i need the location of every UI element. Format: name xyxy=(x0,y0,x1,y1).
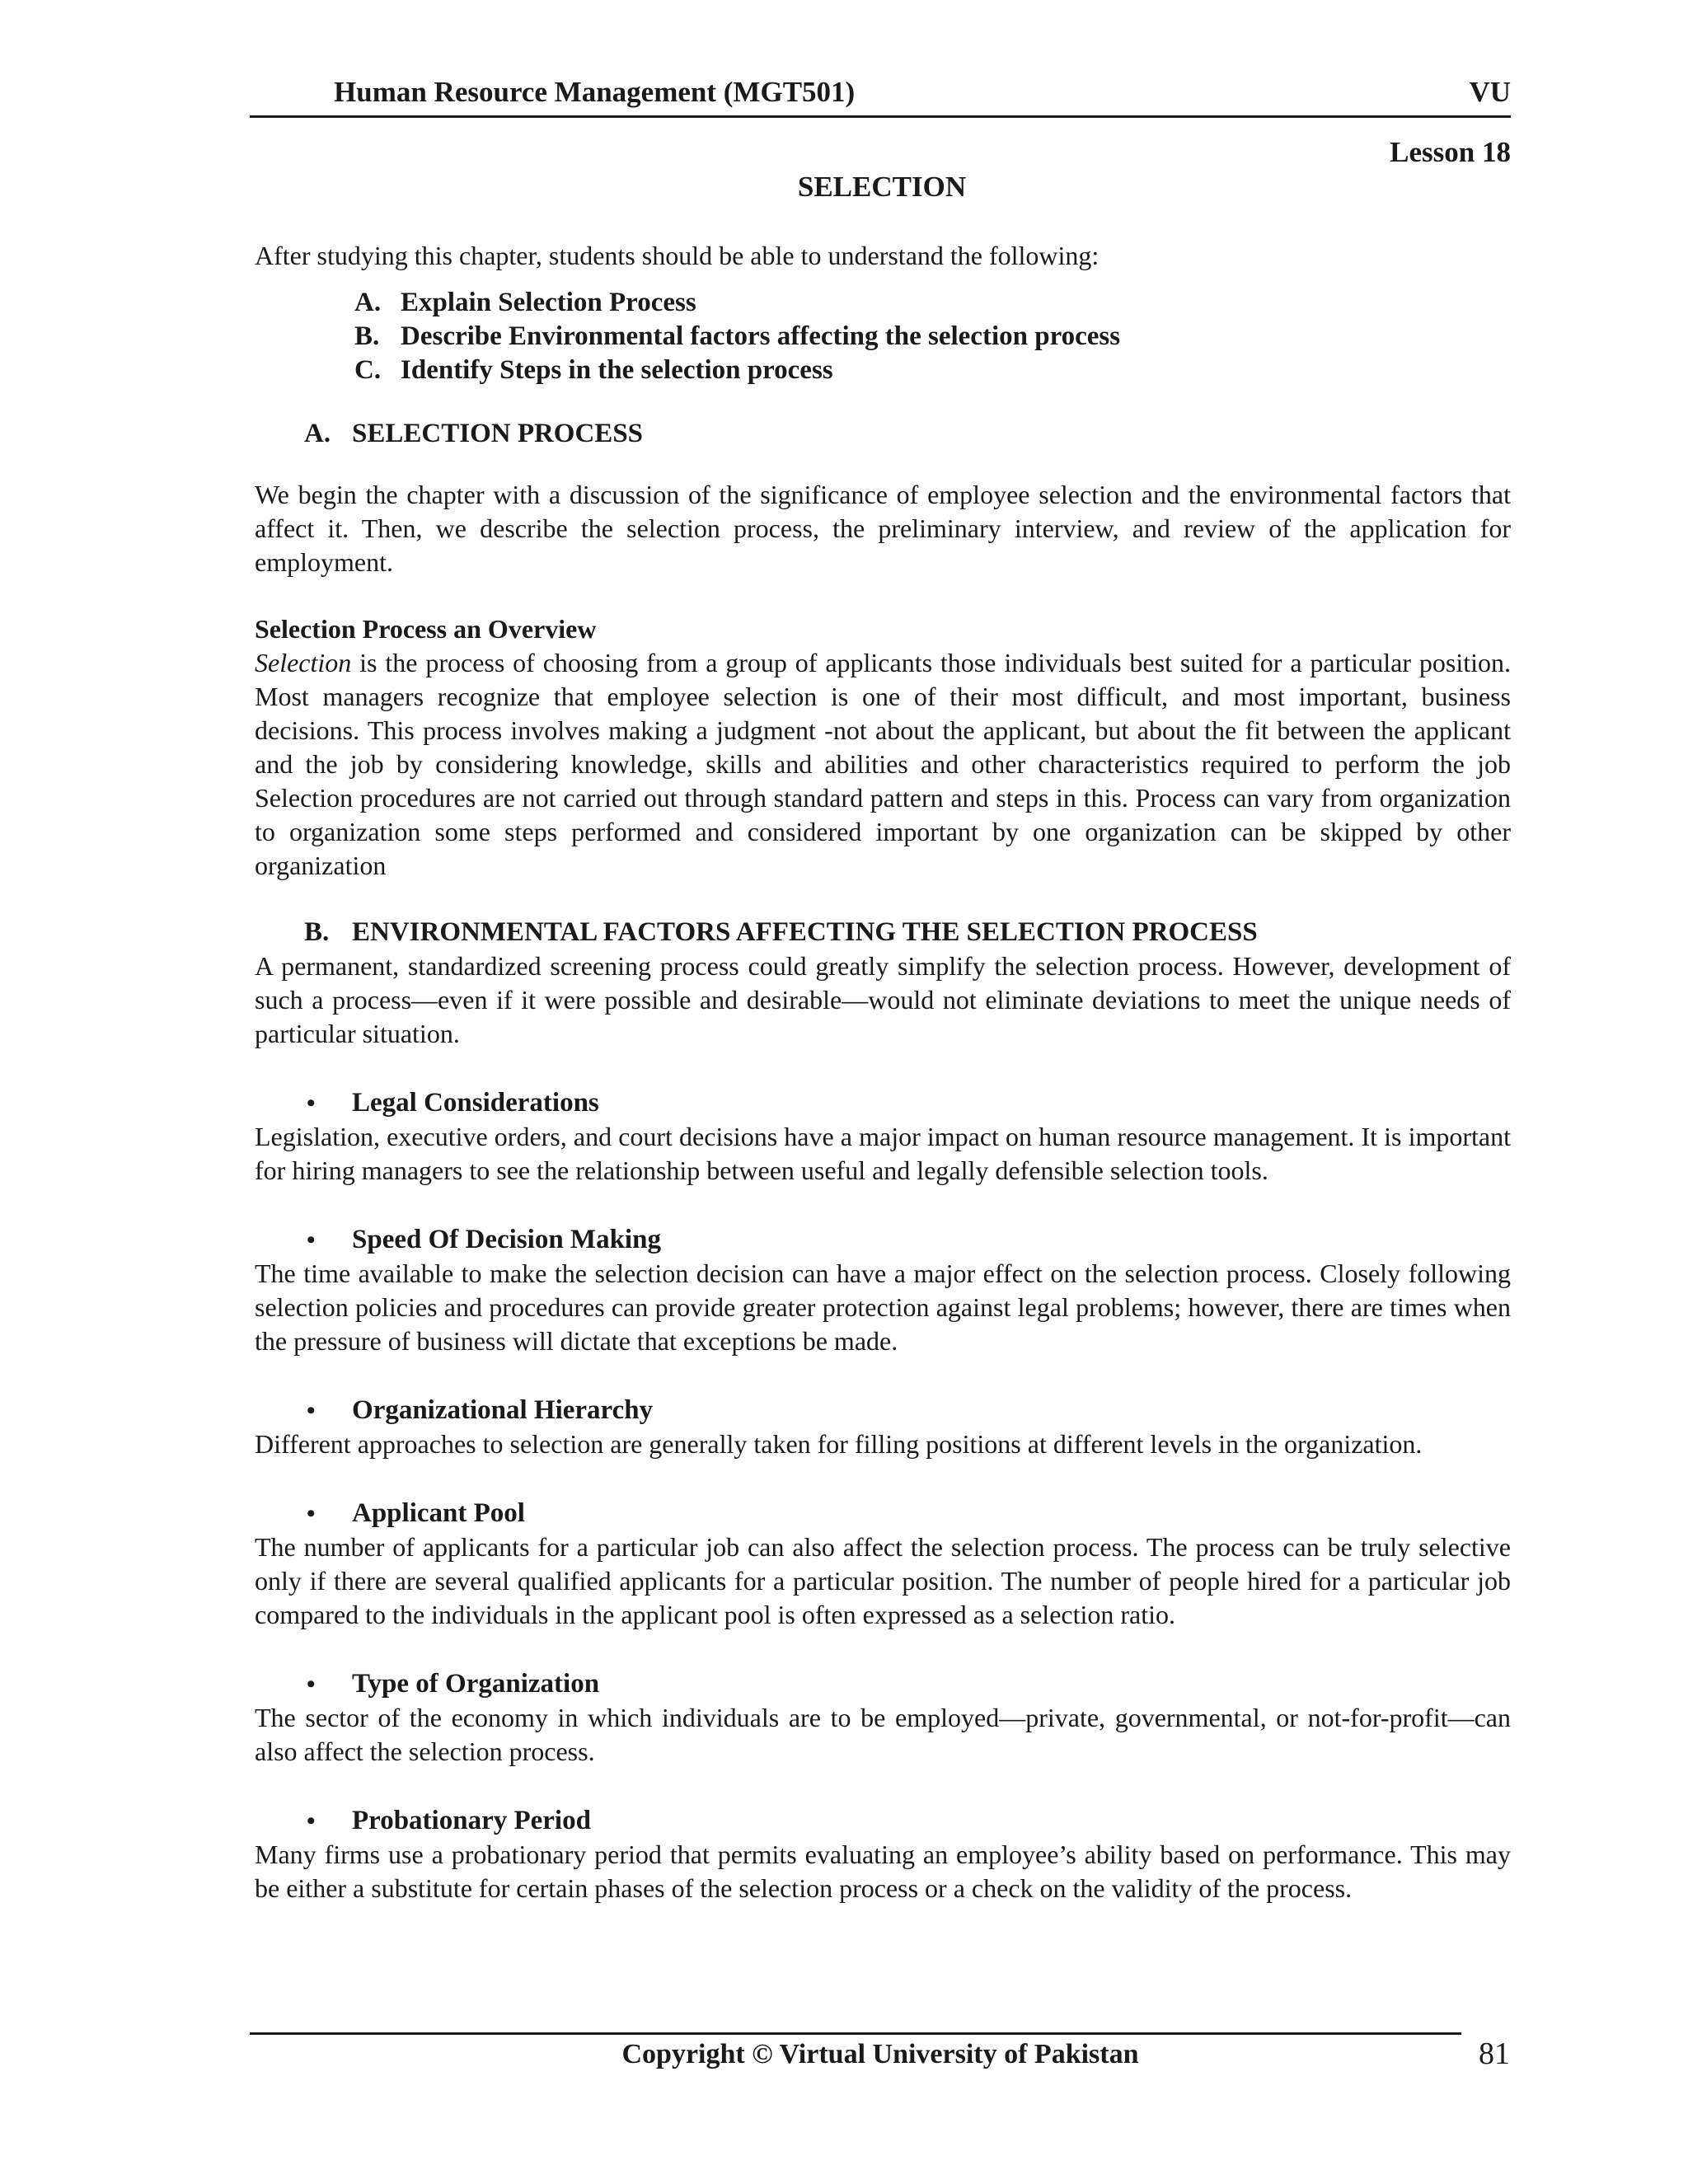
overview-heading: Selection Process an Overview xyxy=(255,614,597,644)
list-marker: A. xyxy=(354,288,382,317)
section-heading-a xyxy=(255,417,1511,451)
overview-term: Selection xyxy=(255,648,352,677)
lesson-label: Lesson 18 xyxy=(1390,136,1511,168)
factor-heading-text: Legal Considerations xyxy=(352,1088,599,1118)
section-heading-b xyxy=(255,916,1511,949)
objectives-list xyxy=(255,286,1511,387)
section-b-paragraph: A permanent, standardized screening process could greatly simplify the selection process. However, development of such a process—even if it were possible and desirable—would not eliminate deviations to meet the unique needs of particular situation. xyxy=(255,951,1511,1048)
copyright-notice: Copyright © Virtual University of Pakistan xyxy=(621,2039,1139,2069)
factor-text: Legislation, executive orders, and court decisions have a major impact on human resource management. It is important for hiring managers to see the relationship between useful and legally defensible selection tools. xyxy=(255,1122,1511,1185)
factor-heading xyxy=(255,1667,1511,1701)
footer-divider xyxy=(250,2032,1461,2035)
factor-heading xyxy=(255,1086,1511,1120)
overview-text: is the process of choosing from a group of applicants those individuals best suited for a particular position. Most managers recognize that employee selection is one of their most difficult, and most important, business decisions. This process involves making a judgment -not about the applicant, but about the fit between the applicant and the job by considering knowledge, skills and abilities and other characteristics required to perform the job Selection procedures are not carried out through standard pattern and steps in this. Process can vary from organization to organization some steps performed and considered important by one organization can be skipped by other organization xyxy=(255,648,1511,880)
bullet-icon: • xyxy=(307,1090,316,1117)
bullet-icon: • xyxy=(307,1671,316,1698)
intro-text: After studying this chapter, students should be able to understand the following: xyxy=(255,241,1100,270)
factor-heading xyxy=(255,1804,1511,1838)
bullet-icon: • xyxy=(307,1500,316,1527)
section-marker: A. xyxy=(304,419,331,448)
factor-heading-text: Type of Organization xyxy=(352,1669,600,1699)
list-item xyxy=(354,354,1511,387)
factor-heading xyxy=(255,1394,1511,1427)
main-content xyxy=(255,239,1511,1905)
objective-text: Identify Steps in the selection process xyxy=(401,355,833,385)
header-divider xyxy=(250,115,1511,118)
page-title: SELECTION xyxy=(797,171,967,203)
factor-heading-text: Probationary Period xyxy=(352,1806,591,1835)
list-marker: B. xyxy=(354,321,380,351)
list-item xyxy=(354,320,1511,354)
factor-heading xyxy=(255,1497,1511,1530)
factor-heading-text: Organizational Hierarchy xyxy=(352,1395,654,1425)
section-heading-text: ENVIRONMENTAL FACTORS AFFECTING THE SELECTION PROCESS xyxy=(352,917,1258,947)
page-header xyxy=(250,76,1511,117)
page-number: 81 xyxy=(1479,2036,1510,2071)
institution-abbrev: VU xyxy=(1469,76,1511,108)
factor-text: The number of applicants for a particular job can also affect the selection process. The process can be truly selective only if there are several qualified applicants for a particular position. The number of people hired for a particular job compared to the individuals in the applicant pool is often expressed as a selection ratio. xyxy=(255,1532,1511,1629)
list-item xyxy=(354,286,1511,320)
objective-text: Describe Environmental factors affecting the selection process xyxy=(401,321,1121,351)
bullet-icon: • xyxy=(307,1397,316,1424)
factor-text: Different approaches to selection are generally taken for filling positions at different levels in the organization. xyxy=(255,1429,1423,1459)
factor-text: The time available to make the selection decision can have a major effect on the selection process. Closely following selection policies and procedures can provide greater protection against legal problems; however, there are times when the pressure of business will dictate that exceptions be made. xyxy=(255,1258,1511,1356)
list-marker: C. xyxy=(354,355,382,385)
bullet-icon: • xyxy=(307,1226,316,1254)
factor-text: Many firms use a probationary period that permits evaluating an employee’s ability based on performance. This may be either a substitute for certain phases of the selection process or a check on the validity of the process. xyxy=(255,1840,1511,1903)
objective-text: Explain Selection Process xyxy=(401,288,696,317)
bullet-icon: • xyxy=(307,1807,316,1835)
factor-heading-text: Speed Of Decision Making xyxy=(352,1225,661,1254)
factor-text: The sector of the economy in which individuals are to be employed—private, governmental, or not-for-profit—can also affect the selection process. xyxy=(255,1703,1511,1766)
factor-heading xyxy=(255,1223,1511,1257)
factor-heading-text: Applicant Pool xyxy=(352,1498,525,1528)
section-marker: B. xyxy=(304,917,330,947)
section-a-paragraph: We begin the chapter with a discussion of the significance of employee selection and the environmental factors that affect it. Then, we describe the selection process, the preliminary interview, and review of the application for employment. xyxy=(255,480,1511,577)
overview-paragraph xyxy=(255,646,1511,883)
course-title: Human Resource Management (MGT501) xyxy=(334,76,856,108)
section-heading-text: SELECTION PROCESS xyxy=(352,419,644,448)
